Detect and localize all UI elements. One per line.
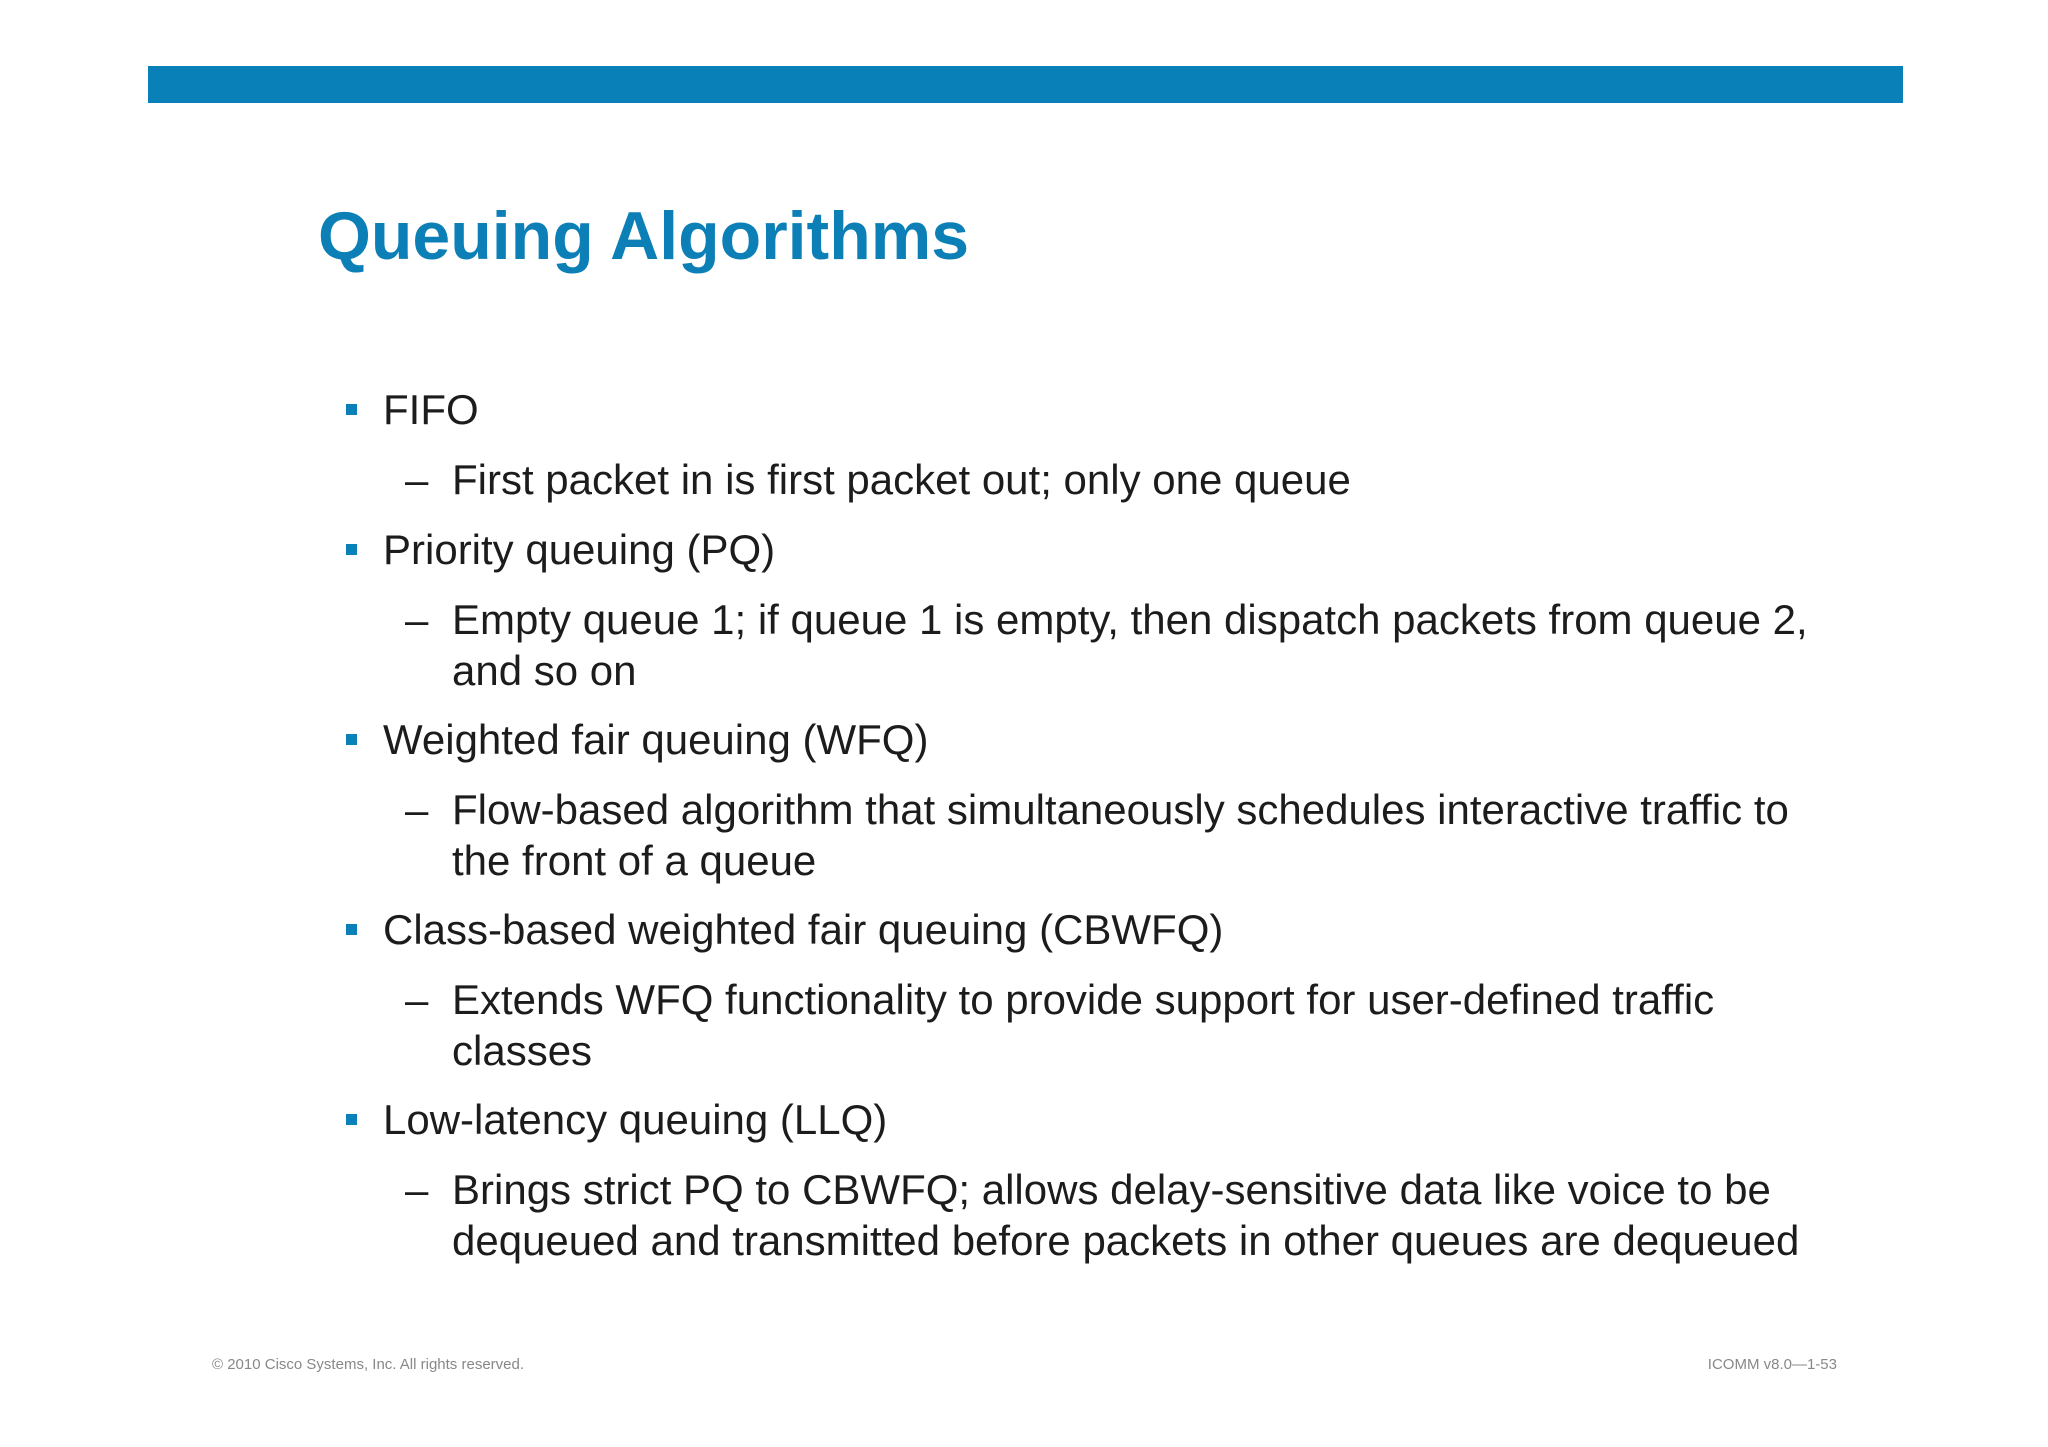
copyright-notice: © 2010 Cisco Systems, Inc. All rights reserved. (212, 1356, 525, 1373)
dash-marker: – (405, 1166, 429, 1213)
course-id: ICOMM v8.0—1-53 (1707, 1356, 1837, 1373)
sub-item-text: Brings strict PQ to CBWFQ; allows delay-sensitive data like voice to be dequeued and transmitted before packets in other queues are dequeued (452, 1166, 1800, 1264)
sub-item-text: Extends WFQ functionality to provide support for user-defined traffic classes (452, 976, 1715, 1074)
square-bullet-icon (346, 544, 357, 555)
bullet-label: Weighted fair queuing (WFQ) (383, 716, 929, 763)
dash-marker: – (405, 596, 429, 643)
bullet-label: Class-based weighted fair queuing (CBWFQ) (383, 906, 1224, 953)
bullet-label: Low-latency queuing (LLQ) (383, 1096, 888, 1143)
square-bullet-icon (346, 734, 357, 745)
bullet-label: Priority queuing (PQ) (383, 526, 776, 573)
square-bullet-icon (346, 1114, 357, 1125)
dash-marker: – (405, 786, 429, 833)
dash-marker: – (405, 976, 429, 1023)
bullet-label: FIFO (383, 386, 479, 433)
sub-item-text: Flow-based algorithm that simultaneously schedules interactive traffic to the front of a queue (452, 786, 1789, 884)
sub-item-text: Empty queue 1; if queue 1 is empty, then dispatch packets from queue 2, and so on (452, 596, 1808, 694)
slide-title: Queuing Algorithms (318, 198, 970, 274)
square-bullet-icon (346, 924, 357, 935)
dash-marker: – (405, 456, 429, 503)
square-bullet-icon (346, 404, 357, 415)
sub-item-text: First packet in is first packet out; only one queue (452, 456, 1351, 503)
